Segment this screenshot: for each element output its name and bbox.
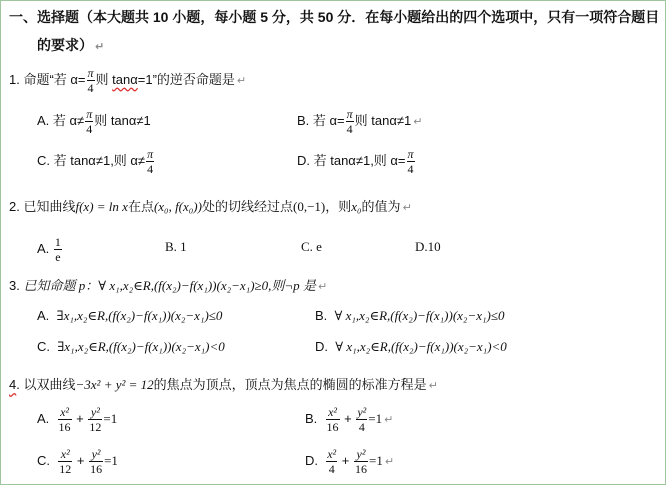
q2-option-a: A. $\frac{1}{e}$	[37, 235, 61, 264]
q1-a-fraction: $\frac{\pi}{4}$	[86, 107, 93, 136]
section-header-line2	[37, 35, 104, 55]
q3-option-b: B. ∀ x₁,x₂∈R,(f(x₂)−f(x₁))(x₂−x₁)≤0	[315, 308, 505, 323]
section-header-text: 的要求）	[37, 37, 93, 53]
question-2: 2. 已知曲线f(x) = ln x在点(x₀, f(x₀))处的切线经过点(0,−1)，则x₀的值为 ↵	[9, 199, 412, 214]
q1-tan-word: tanα	[112, 71, 138, 87]
q1-d-fraction: $\frac{\pi}{4}$	[407, 147, 414, 176]
q3-option-c: C. ∃x₁,x₂∈R,(f(x₂)−f(x₁))(x₂−x₁)<0	[37, 339, 225, 354]
q2-option-b: B. 1	[165, 239, 187, 254]
q4-option-a: A. $\frac{\text{x²}}{16}$ + $\frac{\text{y²}}{12}$ =1	[37, 405, 118, 434]
q2-variable: x₀	[351, 199, 362, 214]
q2-option-d: D.10	[415, 239, 441, 254]
q1-option-a: A. 若 α≠ $\frac{\pi}{4}$ 则 tanα≠1	[37, 107, 151, 136]
q1-stem-after: =1”的逆否命题是	[137, 71, 235, 87]
q1-fraction: $\frac{\pi}{4}$	[87, 66, 94, 95]
q1-option-d: D. 若 tanα≠1,则 α= $\frac{\pi}{4}$	[297, 147, 414, 176]
return-mark-icon: ↵	[428, 380, 438, 392]
q2-point: (x₀, f(x₀))	[153, 199, 202, 214]
section-header-line1: 一、选择题（本大题共 10 小题，每小题 5 分，共 50 分．在每小题给出的四个选项中，只有一项符合题目	[9, 9, 660, 25]
q1-stem-before: 命题“若 α=	[23, 71, 86, 87]
return-mark-icon: ↵	[413, 115, 423, 128]
question-3: 3. 已知命题 p：∀ x₁,x₂∈R,(f(x₂)−f(x₁))(x₂−x₁)≥0,则¬p 是 ↵	[9, 278, 328, 293]
q3-option-d: D. ∀ x₁,x₂∈R,(f(x₂)−f(x₁))(x₂−x₁)<0	[315, 339, 507, 354]
q4-option-b: B. $\frac{\text{x²}}{16}$ + $\frac{\text{y²}}{4}$ =1 ↵	[305, 405, 394, 434]
return-mark-icon: ↵	[402, 202, 412, 214]
return-mark-icon: ↵	[95, 41, 105, 53]
q3-option-a: A. ∃x₁,x₂∈R,(f(x₂)−f(x₁))(x₂−x₁)≤0	[37, 308, 223, 323]
q1-number: 1.	[9, 71, 20, 87]
q1-option-b: B. 若 α= $\frac{\pi}{4}$ 则 tanα≠1 ↵	[297, 107, 423, 136]
q1-option-c: C. 若 tanα≠1,则 α≠ $\frac{\pi}{4}$	[37, 147, 154, 176]
q4-option-c: C. $\frac{\text{x²}}{12}$ + $\frac{\text{y²}}{16}$ =1	[37, 447, 118, 476]
return-mark-icon: ↵	[236, 74, 247, 87]
return-mark-icon: ↵	[384, 413, 394, 426]
q4-number: 4	[9, 377, 17, 392]
q1-c-fraction: $\frac{\pi}{4}$	[147, 147, 154, 176]
q2-option-c: C. e	[301, 239, 322, 254]
q1-b-fraction: $\frac{\pi}{4}$	[346, 107, 353, 136]
q1-stem-mid: 则	[95, 71, 113, 87]
q2-a-fraction: $\frac{1}{e}$	[54, 235, 61, 264]
question-1	[9, 66, 246, 95]
q4-option-d: D. $\frac{\text{x²}}{4}$ + $\frac{\text{y²}}{16}$ =1 ↵	[305, 447, 395, 476]
q4-curve: −3x² + y² = 12	[75, 377, 154, 392]
question-4: 4. 以双曲线−3x² + y² = 12的焦点为顶点，顶点为焦点的椭圆的标准方程是 ↵	[9, 377, 438, 392]
q2-curve: f(x) = ln x	[75, 199, 128, 214]
q2-point2: (0,−1)	[292, 199, 326, 214]
return-mark-icon: ↵	[317, 281, 328, 293]
q3-stem: 已知命题 p：∀ x₁,x₂∈R,(f(x₂)−f(x₁))(x₂−x₁)≥0,则¬p 是	[23, 278, 316, 293]
return-mark-icon: ↵	[384, 455, 395, 468]
